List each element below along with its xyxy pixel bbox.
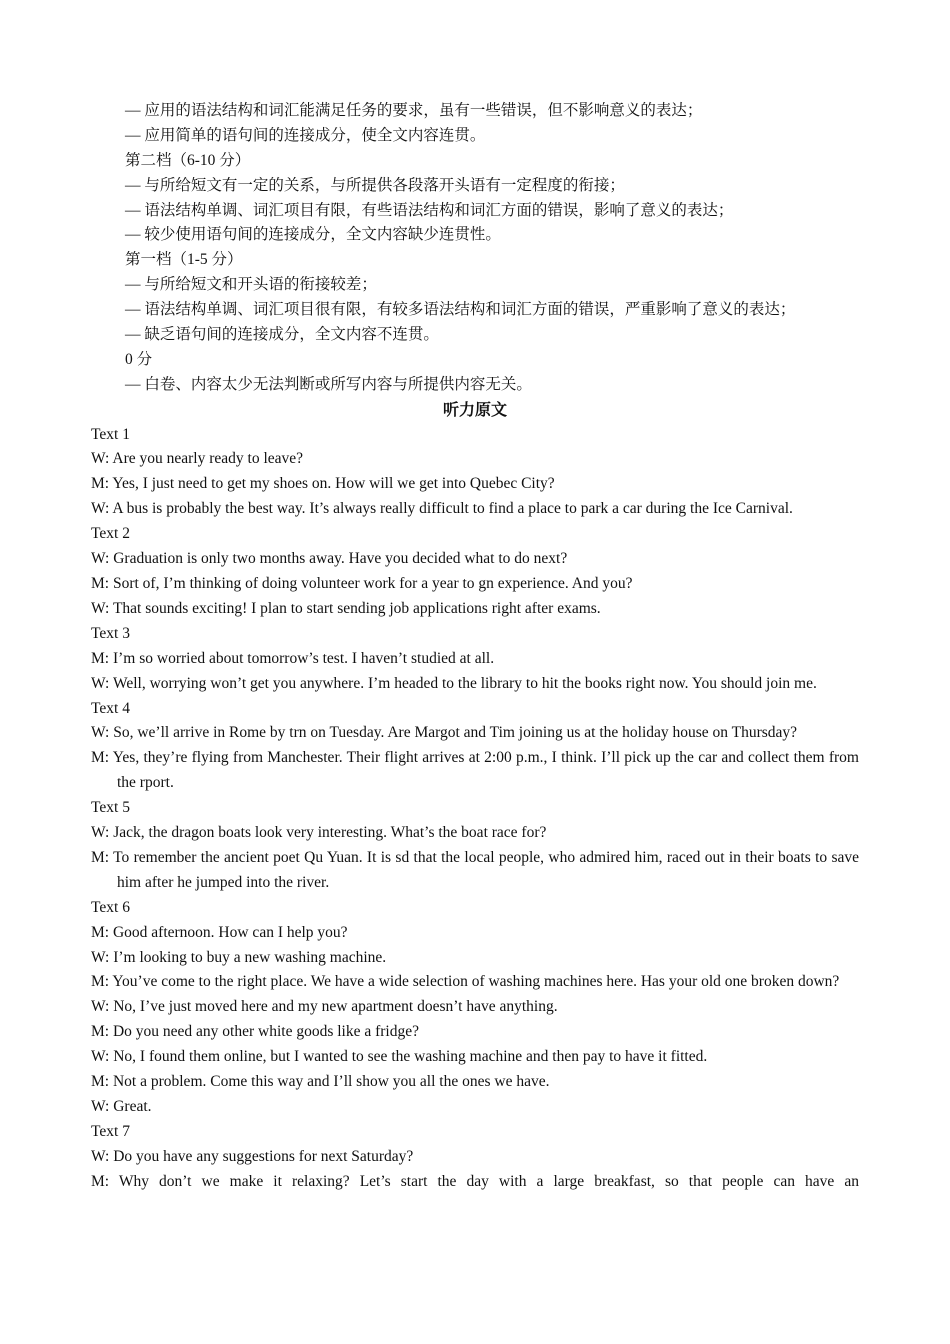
document-page: [91, 99, 859, 1195]
dialogue-line: M: Good afternoon. How can I help you?: [91, 923, 348, 941]
rubric-item: — 白卷、内容太少无法判断或所写内容与所提供内容无关。: [125, 375, 532, 393]
rubric-item: — 语法结构单调、词汇项目很有限，有较多语法结构和词汇方面的错误，严重影响了意义的表达；: [125, 301, 796, 319]
text-label: Text 2: [91, 525, 130, 543]
dialogue-line: M: Yes, I just need to get my shoes on. How will we get into Quebec City?: [91, 475, 555, 493]
text-label: Text 3: [91, 624, 130, 642]
rubric-item: — 与所给短文有一定的关系，与所提供各段落开头语有一定程度的衔接；: [125, 176, 625, 194]
dialogue-line: W: I’m looking to buy a new washing machine.: [91, 948, 387, 966]
rubric-tier-title: 第二档（6-10 分）: [125, 151, 251, 169]
dialogue-line: M: I’m so worried about tomorrow’s test. I haven’t studied at all.: [91, 649, 495, 667]
dialogue-line: W: Great.: [91, 1097, 152, 1115]
dialogue-line: W: No, I’ve just moved here and my new apartment doesn’t have anything.: [91, 998, 558, 1016]
dialogue-line: M: Why don’t we make it relaxing? Let’s start the day with a large breakfast, so that people can have an: [91, 1172, 859, 1190]
text-label: Text 1: [91, 425, 130, 443]
rubric-item: — 应用简单的语句间的连接成分，使全文内容连贯。: [125, 126, 486, 144]
rubric-item: — 较少使用语句间的连接成分，全文内容缺少连贯性。: [125, 226, 501, 244]
transcript-title: 听力原文: [442, 399, 507, 419]
dialogue-line: M: Sort of, I’m thinking of doing volunteer work for a year to gn experience. And you?: [91, 574, 633, 592]
dialogue-line: W: Do you have any suggestions for next Saturday?: [91, 1147, 414, 1165]
dialogue-line: W: That sounds exciting! I plan to start sending job applications right after exams.: [91, 599, 601, 617]
dialogue-line: M: To remember the ancient poet Qu Yuan. It is sd that the local people, who admired him, raced out in their boats to save him after he jumped into the river.: [91, 848, 859, 891]
dialogue-line: M: Not a problem. Come this way and I’ll show you all the ones we have.: [91, 1073, 550, 1091]
rubric-tier-title: 第一档（1-5 分）: [125, 251, 243, 269]
dialogue-line: M: You’ve come to the right place. We have a wide selection of washing machines here. Has your old one broken down?: [91, 973, 840, 991]
dialogue-line: W: So, we’ll arrive in Rome by trn on Tuesday. Are Margot and Tim joining us at the holiday house on Thursday?: [91, 724, 798, 742]
dialogue-line: M: Do you need any other white goods like a fridge?: [91, 1023, 419, 1041]
dialogue-line: W: No, I found them online, but I wanted to see the washing machine and then pay to have it fitted.: [91, 1048, 708, 1066]
text-label: Text 7: [91, 1122, 130, 1140]
text-label: Text 6: [91, 898, 130, 916]
text-label: Text 5: [91, 799, 130, 817]
dialogue-line: W: Well, worrying won’t get you anywhere. I’m headed to the library to hit the books right now. You should join me.: [91, 674, 817, 692]
rubric-item: — 与所给短文和开头语的衔接较差；: [125, 276, 377, 294]
dialogue-line: M: Yes, they’re flying from Manchester. Their flight arrives at 2:00 p.m., I think. I’ll pick up the car and collect them from the rport.: [91, 749, 859, 792]
rubric-item: — 语法结构单调、词汇项目有限，有些语法结构和词汇方面的错误，影响了意义的表达；: [125, 201, 734, 219]
dialogue-line: W: A bus is probably the best way. It’s always really difficult to find a place to park a car during the Ice Carnival.: [91, 500, 793, 518]
text-label: Text 4: [91, 699, 130, 717]
dialogue-line: W: Jack, the dragon boats look very interesting. What’s the boat race for?: [91, 824, 547, 841]
rubric-item: — 应用的语法结构和词汇能满足任务的要求，虽有一些错误，但不影响意义的表达；: [125, 102, 703, 119]
dialogue-line: W: Graduation is only two months away. Have you decided what to do next?: [91, 550, 568, 568]
rubric-tier-title: 0 分: [125, 350, 153, 368]
dialogue-line: W: Are you nearly ready to leave?: [91, 450, 304, 468]
rubric-item: — 缺乏语句间的连接成分，全文内容不连贯。: [125, 326, 439, 344]
